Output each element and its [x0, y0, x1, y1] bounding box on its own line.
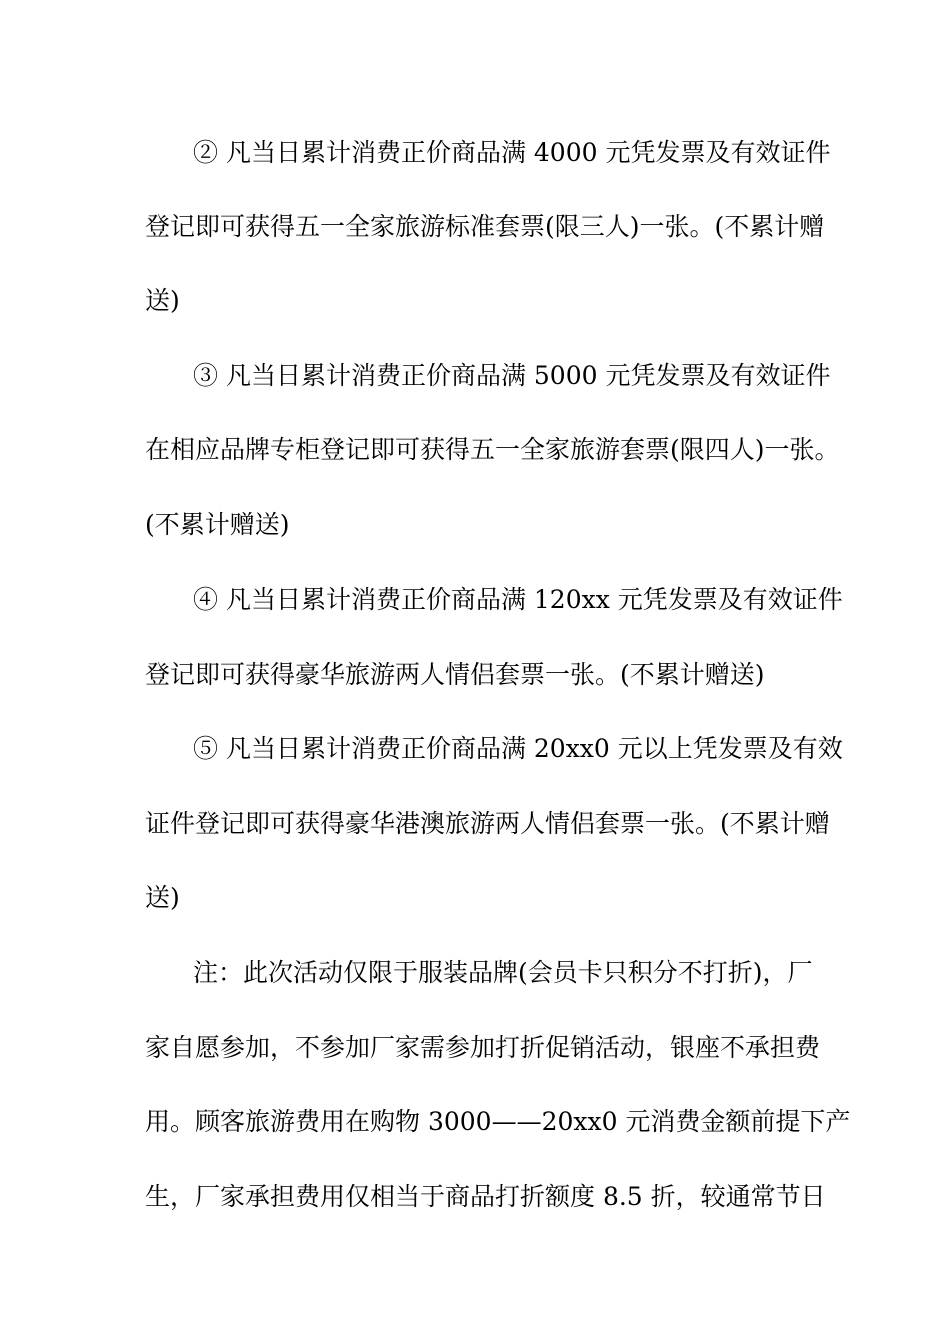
paragraph-line: 登记即可获得五一全家旅游标准套票(限三人)一张。(不累计赠 — [145, 212, 825, 241]
paragraph-line: 生，厂家承担费用仅相当于商品打折额度 8.5 折，较通常节日 — [145, 1182, 826, 1211]
paragraph-line: 送) — [145, 286, 180, 315]
paragraph-line: 证件登记即可获得豪华港澳旅游两人情侣套票一张。(不累计赠 — [145, 809, 830, 838]
paragraph-line: 家自愿参加，不参加厂家需参加打折促销活动，银座不承担费 — [145, 1033, 821, 1062]
paragraph-line: 登记即可获得豪华旅游两人情侣套票一张。(不累计赠送) — [145, 660, 765, 689]
paragraph-line: ⑤ 凡当日累计消费正价商品满 20xx0 元以上凭发票及有效 — [193, 734, 843, 763]
paragraph-line: ② 凡当日累计消费正价商品满 4000 元凭发票及有效证件 — [193, 138, 831, 167]
paragraph-line: 在相应品牌专柜登记即可获得五一全家旅游套票(限四人)一张。 — [145, 435, 840, 464]
paragraph-line: (不累计赠送) — [145, 510, 290, 539]
paragraph-line: 送) — [145, 883, 180, 912]
paragraph-line: 用。顾客旅游费用在购物 3000——20xx0 元消费金额前提下产 — [145, 1107, 851, 1136]
paragraph-line: ④ 凡当日累计消费正价商品满 120xx 元凭发票及有效证件 — [193, 585, 843, 614]
paragraph-line: ③ 凡当日累计消费正价商品满 5000 元凭发票及有效证件 — [193, 361, 831, 390]
paragraph-line: 注：此次活动仅限于服装品牌(会员卡只积分不打折)，厂 — [193, 958, 813, 987]
